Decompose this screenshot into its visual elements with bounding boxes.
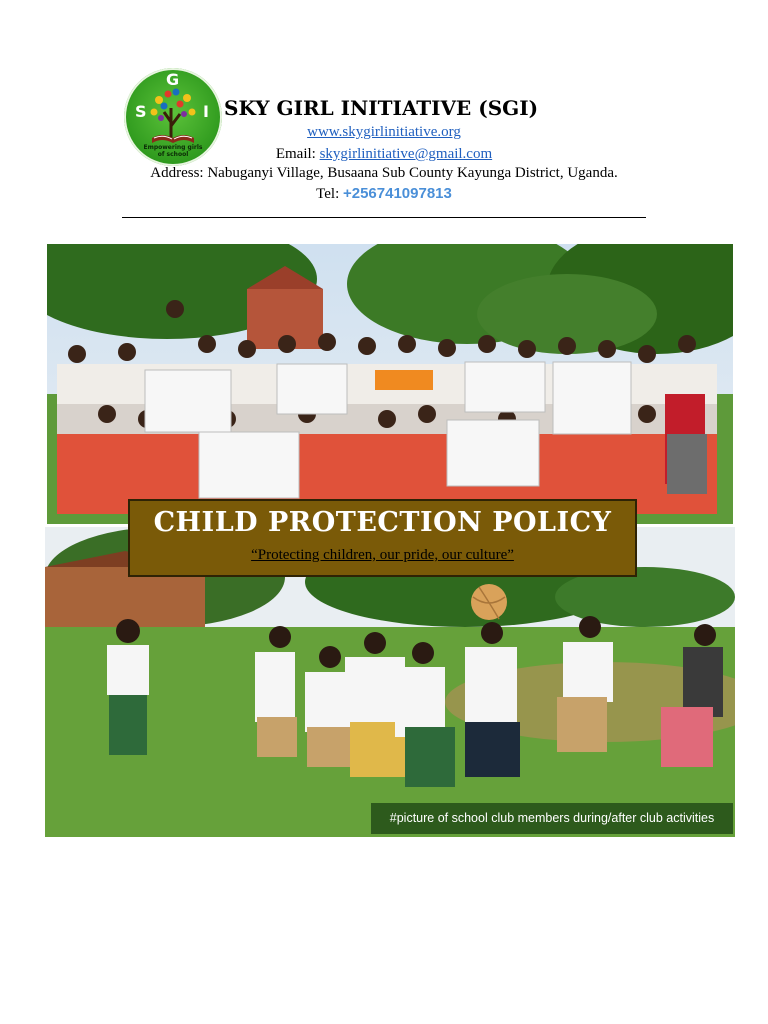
org-name: SKY GIRL INITIATIVE (SGI) bbox=[224, 96, 539, 120]
website-line bbox=[0, 124, 768, 141]
website-link[interactable]: www.skygirlinitiative.org bbox=[307, 124, 461, 140]
header-divider bbox=[122, 217, 646, 218]
policy-subtitle-text: “Protecting children, our pride, our culture” bbox=[251, 547, 514, 563]
group-photo-students-with-placards-icon bbox=[47, 244, 733, 524]
tel-number: +256741097813 bbox=[342, 185, 452, 202]
photo-caption: #picture of school club members during/after club activities bbox=[371, 803, 733, 834]
logo-letter-g: G bbox=[166, 70, 180, 89]
address-line: Address: Nabuganyi Village, Busaana Sub County Kayunga District, Uganda. bbox=[150, 165, 618, 181]
logo-letter-i: I bbox=[203, 102, 209, 121]
logo-tagline: Empowering girls of school bbox=[143, 144, 203, 158]
email-line bbox=[0, 146, 768, 163]
policy-title: CHILD PROTECTION POLICY bbox=[153, 507, 612, 538]
policy-subtitle bbox=[130, 547, 635, 564]
tel-label: Tel: bbox=[316, 186, 343, 202]
email-label: Email: bbox=[275, 146, 320, 162]
tel-line bbox=[0, 185, 768, 203]
policy-title-banner bbox=[128, 499, 637, 577]
email-link[interactable]: skygirlinitiative@gmail.com bbox=[319, 146, 493, 162]
logo-letter-s: S bbox=[135, 102, 147, 121]
